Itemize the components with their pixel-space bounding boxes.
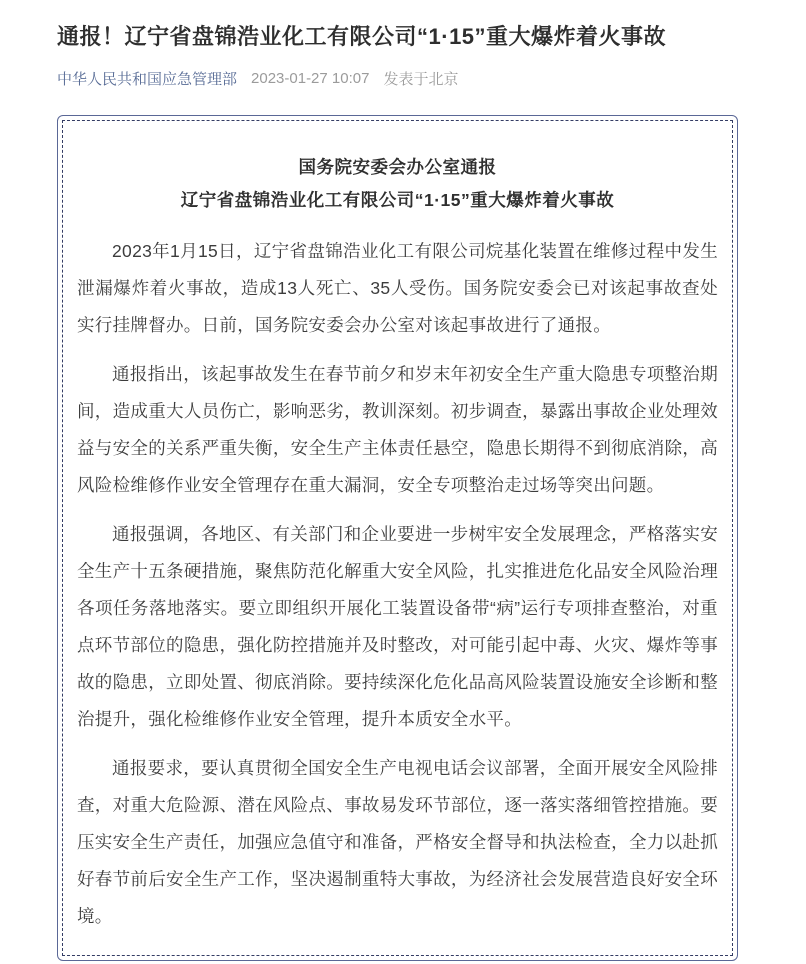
account-name-link[interactable]: 中华人民共和国应急管理部 xyxy=(57,71,238,88)
notice-box-inner xyxy=(62,120,733,956)
notice-heading-line2: 辽宁省盘锦浩业化工有限公司“1·15”重大爆炸着火事故 xyxy=(180,190,615,210)
notice-paragraph-3: 通报强调，各地区、有关部门和企业要进一步树牢安全发展理念，严格落实安全生产十五条硬措施，聚焦防范化解重大安全风险，扎实推进危化品安全风险治理各项任务落地落实。要立即组织开展化工装置设备带“病”运行专项排查整治，对重点环节部位的隐患，强化防控措施并及时整改，对可能引起中毒、火灾、爆炸等事故的隐患，立即处置、彻底消除。要持续深化危化品高风险装置设施安全诊断和整治提升，强化检维修作业安全管理，提升本质安全水平。 xyxy=(77,524,718,729)
notice-paragraph-2: 通报指出，该起事故发生在春节前夕和岁末年初安全生产重大隐患专项整治期间，造成重大人员伤亡，影响恶劣，教训深刻。初步调查，暴露出事故企业处理效益与安全的关系严重失衡，安全生产主体责任悬空，隐患长期得不到彻底消除，高风险检维修作业安全管理存在重大漏洞，安全专项整治走过场等突出问题。 xyxy=(77,364,718,495)
article-meta xyxy=(57,68,738,89)
notice-paragraph-4: 通报要求，要认真贯彻全国安全生产电视电话会议部署，全面开展安全风险排查，对重大危险源、潜在风险点、事故易发环节部位，逐一落实落细管控措施。要压实安全生产责任，加强应急值守和准备，严格安全督导和执法检查，全力以赴抓好春节前后安全生产工作，坚决遏制重特大事故，为经济社会发展营造良好安全环境。 xyxy=(77,758,718,926)
article-title: 通报！辽宁省盘锦浩业化工有限公司“1·15”重大爆炸着火事故 xyxy=(57,24,667,49)
publish-location: 发表于北京 xyxy=(383,71,459,88)
notice-box xyxy=(57,115,738,961)
notice-heading-line1: 国务院安委会办公室通报 xyxy=(298,157,497,177)
notice-body xyxy=(77,233,718,935)
notice-heading xyxy=(77,151,718,217)
publish-time: 2023-01-27 10:07 xyxy=(251,70,370,87)
notice-paragraph-1: 2023年1月15日，辽宁省盘锦浩业化工有限公司烷基化装置在维修过程中发生泄漏爆炸着火事故，造成13人死亡、35人受伤。国务院安委会已对该起事故查处实行挂牌督办。日前，国务院安委会办公室对该起事故进行了通报。 xyxy=(77,241,718,335)
